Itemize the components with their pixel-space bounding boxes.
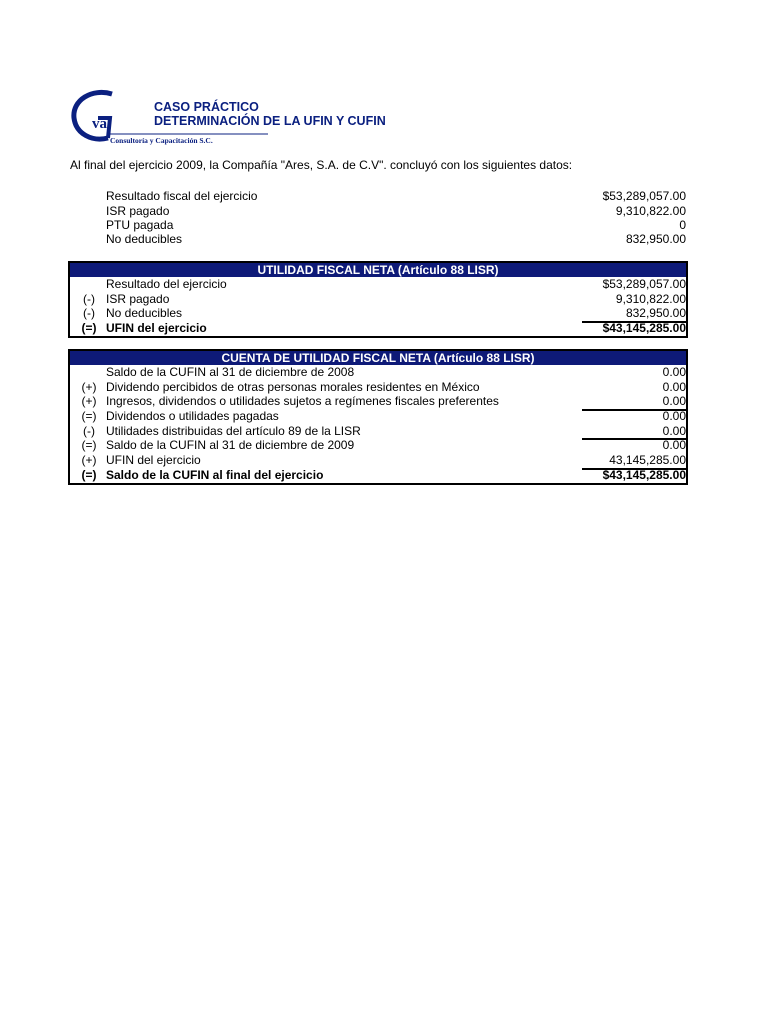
- row-value: 0.00: [582, 424, 686, 441]
- row-value: 0.00: [662, 438, 686, 453]
- page-title: CASO PRÁCTICO: [154, 100, 259, 114]
- page-subtitle: DETERMINACIÓN DE LA UFIN Y CUFIN: [154, 114, 386, 128]
- table-row: [70, 424, 686, 439]
- svg-text:va: va: [92, 116, 107, 132]
- table-row: [70, 292, 686, 307]
- data-label: Resultado fiscal del ejercicio: [106, 189, 258, 203]
- row-label: No deducibles: [106, 306, 183, 321]
- table-row: [70, 409, 686, 424]
- operator: (=): [81, 467, 97, 482]
- row-value: 0.00: [662, 365, 686, 379]
- row-label: Saldo de la CUFIN al 31 de diciembre de 2009: [106, 438, 355, 453]
- operator: (+): [81, 379, 97, 394]
- data-label: No deducibles: [106, 232, 183, 246]
- row-value: 0.00: [662, 409, 686, 424]
- operator: (=): [81, 409, 97, 424]
- cufin-table: [68, 349, 688, 485]
- ufin-table-header: UTILIDAD FISCAL NETA (Artículo 88 LISR): [70, 263, 686, 277]
- operator: (+): [81, 394, 97, 409]
- row-value: 43,145,285.00: [582, 453, 686, 470]
- table-row-total: [70, 468, 686, 483]
- row-label: Saldo de la CUFIN al final del ejercicio: [106, 467, 324, 482]
- row-label: Ingresos, dividendos o utilidades sujetos a regímenes fiscales preferentes: [106, 394, 499, 409]
- table-row: [70, 380, 686, 395]
- data-label: PTU pagada: [106, 218, 174, 232]
- data-value: 0: [679, 218, 686, 232]
- row-label: ISR pagado: [106, 291, 170, 306]
- data-value: 9,310,822.00: [615, 204, 686, 218]
- operator: (=): [81, 438, 97, 453]
- row-value: $43,145,285.00: [602, 467, 686, 482]
- table-row-total: [70, 321, 686, 336]
- table-row: [70, 453, 686, 468]
- data-row: [106, 189, 688, 203]
- row-label: Saldo de la CUFIN al 31 de diciembre de 2008: [106, 365, 355, 379]
- row-label: Dividendos o utilidades pagadas: [106, 409, 279, 424]
- row-label: UFIN del ejercicio: [106, 321, 207, 336]
- table-row: [70, 365, 686, 380]
- data-row: [106, 218, 688, 232]
- intro-text: Al final del ejercicio 2009, la Compañía "Ares, S.A. de C.V". concluyó con los siguientes datos:: [70, 158, 573, 172]
- operator: (-): [83, 423, 95, 438]
- row-label: Resultado del ejercicio: [106, 277, 227, 291]
- data-label: ISR pagado: [106, 204, 170, 218]
- data-row: [106, 232, 688, 246]
- company-name: Consultoría y Capacitación S.C.: [110, 136, 213, 145]
- cufin-table-header: CUENTA DE UTILIDAD FISCAL NETA (Artículo 88 LISR): [70, 351, 686, 365]
- table-row: [70, 438, 686, 453]
- row-value: $43,145,285.00: [602, 321, 686, 336]
- row-value: 0.00: [582, 394, 686, 411]
- operator: (=): [81, 321, 97, 336]
- operator: (-): [83, 306, 95, 321]
- row-label: UFIN del ejercicio: [106, 453, 201, 468]
- table-row: [70, 277, 686, 292]
- row-label: Utilidades distribuidas del artículo 89 de la LISR: [106, 423, 361, 438]
- table-row: [70, 306, 686, 321]
- row-value: 0.00: [662, 379, 686, 394]
- data-row: [106, 204, 688, 218]
- table-row: [70, 394, 686, 409]
- data-value: 832,950.00: [625, 232, 686, 246]
- row-value: 832,950.00: [582, 306, 686, 323]
- operator: (-): [83, 291, 95, 306]
- ufin-table: [68, 261, 688, 338]
- data-value: $53,289,057.00: [602, 189, 686, 203]
- row-value: 9,310,822.00: [615, 291, 686, 306]
- row-value: $53,289,057.00: [602, 277, 686, 291]
- row-label: Dividendo percibidos de otras personas morales residentes en México: [106, 379, 480, 394]
- operator: (+): [81, 453, 97, 468]
